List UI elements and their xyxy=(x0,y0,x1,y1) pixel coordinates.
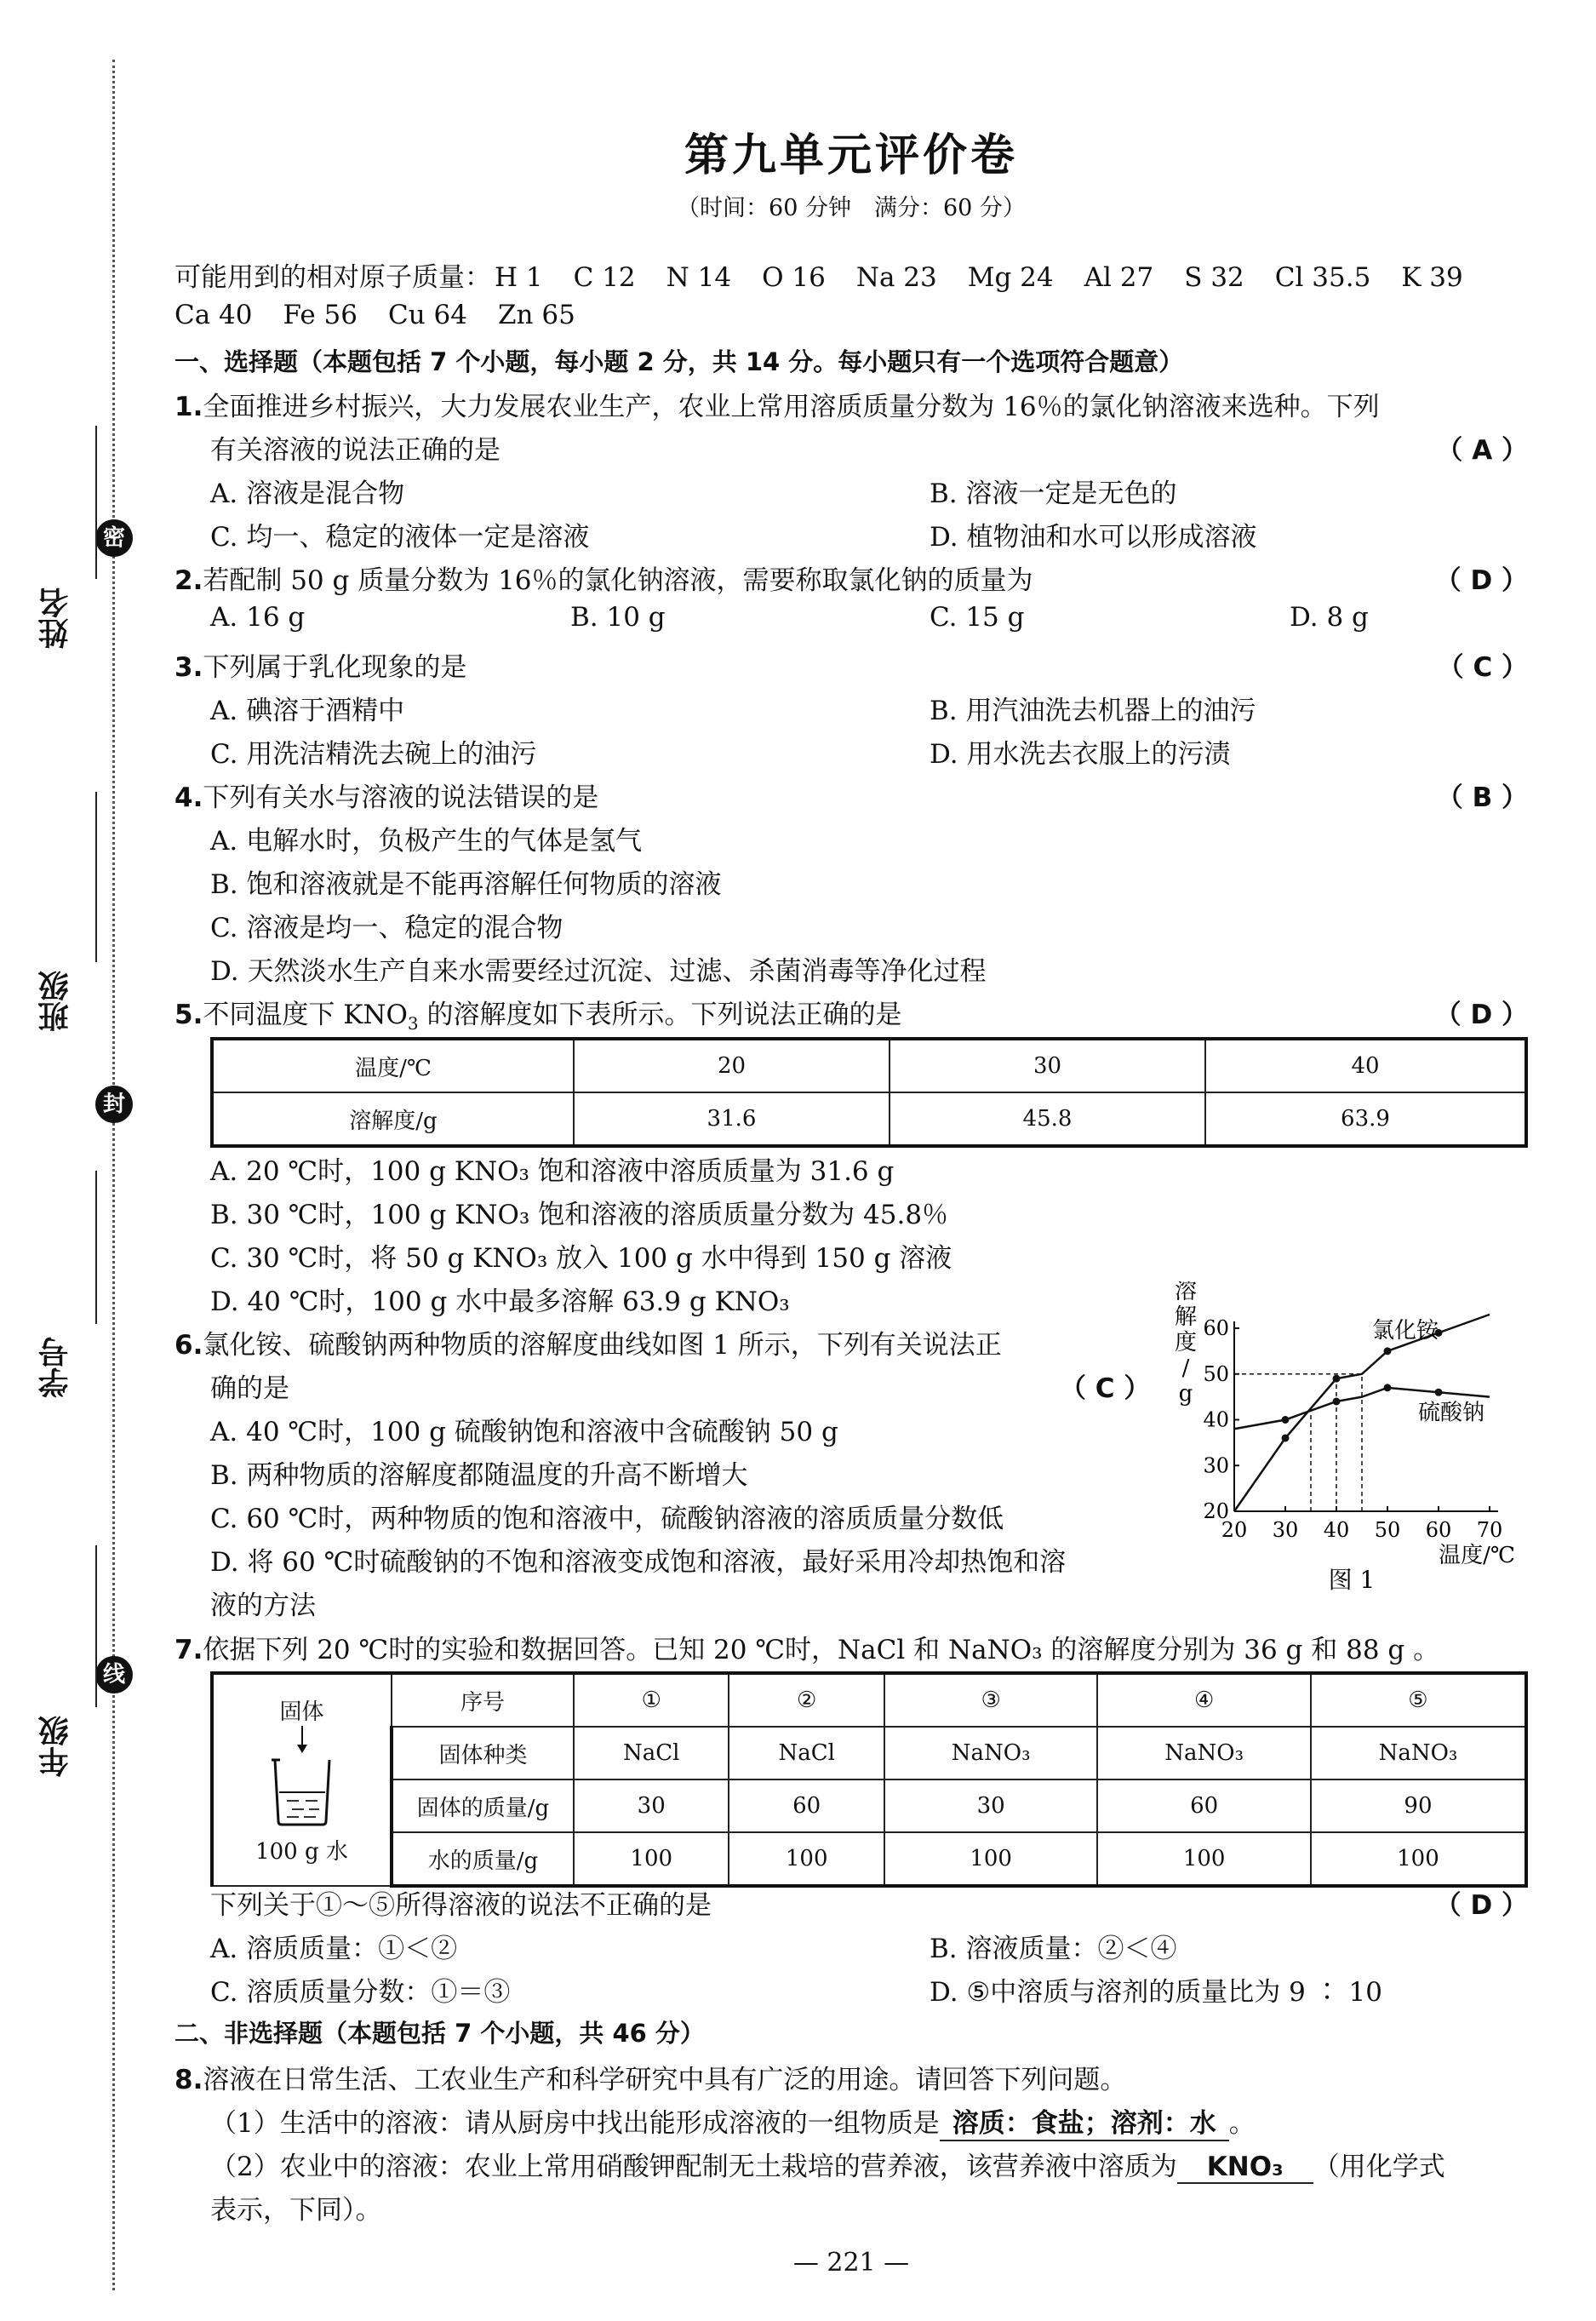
grade-label: 年级 xyxy=(38,1716,73,1777)
atomic-masses-row2: Ca 40 Fe 56 Cu 64 Zn 65 xyxy=(174,300,575,330)
table-cell: 45.8 xyxy=(890,1092,1205,1146)
q7-option-c: C. 溶质质量分数：①＝③ xyxy=(210,1977,511,2008)
page-title: 第九单元评价卷 xyxy=(684,130,1018,181)
q8-part2: （2）农业中的溶液：农业上常用硝酸钾配制无土栽培的营养液，该营养液中溶质为 KNO₃ （用化学式 xyxy=(210,2152,1445,2182)
q6-stem: 6.氯化铵、硫酸钠两种物质的溶解度曲线如图 1 所示，下列有关说法正 xyxy=(174,1330,1002,1361)
y-axis-label-char: 解 xyxy=(1174,1304,1198,1330)
q2-option-d: D. 8 g xyxy=(1290,602,1369,633)
q7-option-d: D. ⑤中溶质与溶剂的质量比为 9 ∶ 10 xyxy=(930,1977,1382,2008)
table-cell: 30 xyxy=(884,1779,1098,1832)
table-cell: ③ xyxy=(884,1673,1098,1727)
data-point xyxy=(1384,1384,1392,1391)
q4-option-d: D. 天然淡水生产自来水需要经过沉淀、过滤、杀菌消毒等净化过程 xyxy=(210,956,987,987)
table-cell: ② xyxy=(729,1673,884,1727)
table-cell: 40 xyxy=(1205,1039,1526,1092)
x-tick-label: 60 xyxy=(1425,1518,1452,1542)
q1-option-a: A. 溶液是混合物 xyxy=(210,479,405,509)
seal-mi: 密 xyxy=(95,519,133,557)
table-cell: NaCl xyxy=(574,1727,729,1779)
q6-option-c: C. 60 ℃时，两种物质的饱和溶液中，硫酸钠溶液的溶质质量分数低 xyxy=(210,1504,1004,1534)
table-cell: 100 xyxy=(729,1832,884,1886)
q3-option-d: D. 用水洗去衣服上的污渍 xyxy=(930,739,1231,770)
q5-option-c: C. 30 ℃时，将 50 g KNO₃ 放入 100 g 水中得到 150 g 溶液 xyxy=(210,1243,952,1274)
table-cell: 30 xyxy=(890,1039,1205,1092)
q8-stem: 8.溶液在日常生活、工农业生产和科学研究中具有广泛的用途。请回答下列问题。 xyxy=(174,2065,1127,2095)
q4-option-b: B. 饱和溶液就是不能再溶解任何物质的溶液 xyxy=(210,869,722,900)
table-cell: 60 xyxy=(1097,1779,1311,1832)
q3-option-a: A. 碘溶于酒精中 xyxy=(210,696,405,726)
q1-stem: 1.全面推进乡村振兴，大力发展农业生产，农业上常用溶质质量分数为 16％的氯化钠溶液来选种。下列 xyxy=(174,392,1380,422)
class-label: 班级 xyxy=(38,971,73,1032)
table-header: 温度/℃ xyxy=(212,1039,574,1092)
q5-answer: （ D ） xyxy=(1434,1000,1528,1030)
q3-stem: 3.下列属于乳化现象的是 xyxy=(174,652,467,683)
y-axis-label-char: / xyxy=(1181,1355,1190,1381)
cut-line xyxy=(112,60,115,2290)
q5-option-a: A. 20 ℃时，100 g KNO₃ 饱和溶液中溶质质量为 31.6 g xyxy=(210,1156,895,1187)
table-cell: 100 xyxy=(574,1832,729,1886)
q4-option-c: C. 溶液是均一、稳定的混合物 xyxy=(210,913,563,943)
chart-caption: 图 1 xyxy=(1328,1566,1376,1594)
beaker-icon xyxy=(251,1726,353,1828)
table-header: 固体种类 xyxy=(392,1727,574,1779)
q1-option-d: D. 植物油和水可以形成溶液 xyxy=(930,522,1257,553)
q2-option-a: A. 16 g xyxy=(210,602,306,633)
x-tick-label: 30 xyxy=(1272,1518,1299,1542)
q8-part2-answer-blank[interactable]: KNO₃ xyxy=(1177,2152,1313,2184)
table-cell: 100 xyxy=(1311,1832,1526,1886)
class-line xyxy=(95,792,97,962)
table-cell: 30 xyxy=(574,1779,729,1832)
data-point xyxy=(1282,1416,1290,1424)
q2-option-c: C. 15 g xyxy=(930,602,1025,633)
q7-option-a: A. 溶质质量：①＜② xyxy=(210,1934,458,1964)
table-cell: NaNO₃ xyxy=(1311,1727,1526,1779)
y-tick-label: 40 xyxy=(1203,1407,1229,1432)
table-cell: NaNO₃ xyxy=(884,1727,1098,1779)
q7-option-b: B. 溶液质量：②＜④ xyxy=(930,1934,1177,1964)
series-label-sodium-sulfate: 硫酸钠 xyxy=(1418,1400,1485,1426)
table-header: 水的质量/g xyxy=(392,1832,574,1886)
table-row xyxy=(212,1039,1526,1092)
q8-part1: （1）生活中的溶液：请从厨房中找出能形成溶液的一组物质是 溶质：食盐；溶剂：水 。 xyxy=(210,2101,1256,2141)
table-cell: NaNO₃ xyxy=(1097,1727,1311,1779)
y-axis-label-char: 度 xyxy=(1174,1330,1198,1355)
grade-field[interactable] xyxy=(34,1545,78,1818)
q4-option-a: A. 电解水时，负极产生的气体是氢气 xyxy=(210,826,643,857)
y-tick-label: 30 xyxy=(1203,1453,1229,1478)
q6-option-b: B. 两种物质的溶解度都随温度的升高不断增大 xyxy=(210,1460,748,1491)
data-point xyxy=(1333,1375,1341,1383)
q7-beaker-figure xyxy=(212,1673,392,1886)
table-header: 序号 xyxy=(392,1673,574,1727)
y-axis-label-char: g xyxy=(1178,1381,1193,1407)
name-line xyxy=(95,426,97,579)
y-tick-label: 50 xyxy=(1203,1361,1229,1386)
table-cell: ④ xyxy=(1097,1673,1311,1727)
atomic-masses-row1: 可能用到的相对原子质量： H 1 C 12 N 14 O 16 Na 23 Mg 24 Al 27 S 32 Cl 35.5 K 39 xyxy=(174,262,1463,293)
q6-option-d: D. 将 60 ℃时硫酸钠的不饱和溶液变成饱和溶液，最好采用冷却热饱和溶 xyxy=(210,1547,1067,1578)
q6-option-d-cont: 液的方法 xyxy=(210,1590,316,1621)
q3-option-b: B. 用汽油洗去机器上的油污 xyxy=(930,696,1256,726)
x-tick-label: 70 xyxy=(1476,1518,1503,1542)
table-header: 固体的质量/g xyxy=(392,1779,574,1832)
table-cell: NaCl xyxy=(729,1727,884,1779)
x-axis-label: 温度/℃ xyxy=(1439,1543,1515,1568)
data-point xyxy=(1333,1398,1341,1406)
solubility-chart xyxy=(1170,1281,1528,1613)
table-cell: ⑤ xyxy=(1311,1673,1526,1727)
name-label: 姓名 xyxy=(38,587,73,649)
q7-question: 下列关于①～⑤所得溶液的说法不正确的是 xyxy=(210,1890,712,1921)
table-cell: ① xyxy=(574,1673,729,1727)
class-field[interactable] xyxy=(34,792,78,1064)
section2-title: 二、非选择题（本题包括 7 个小题，共 46 分） xyxy=(174,2019,705,2048)
table-row xyxy=(212,1727,1526,1779)
section1-title: 一、选择题（本题包括 7 个小题，每小题 2 分，共 14 分。每小题只有一个选项符合题意） xyxy=(174,347,1184,376)
student-id-field[interactable] xyxy=(34,1171,78,1443)
q3-answer: （ C ） xyxy=(1437,652,1528,683)
x-tick-label: 40 xyxy=(1323,1518,1350,1542)
q4-answer: （ B ） xyxy=(1436,782,1528,813)
atomic-masses-label: 可能用到的相对原子质量： xyxy=(174,262,491,293)
q7-solid-label: 固体 xyxy=(279,1699,324,1725)
q4-stem: 4.下列有关水与溶液的说法错误的是 xyxy=(174,782,599,813)
x-tick-label: 50 xyxy=(1374,1518,1401,1542)
table-row xyxy=(212,1779,1526,1832)
page-subtitle: （时间：60 分钟 满分：60 分） xyxy=(677,195,1026,221)
q2-answer: （ D ） xyxy=(1434,565,1528,596)
binding-margin xyxy=(0,0,170,2321)
page-number: — 221 — xyxy=(792,2248,910,2278)
q2-option-b: B. 10 g xyxy=(570,602,666,633)
q6-option-a: A. 40 ℃时，100 g 硫酸钠饱和溶液中含硫酸钠 50 g xyxy=(210,1417,838,1447)
q5-option-d: D. 40 ℃时，100 g 水中最多溶解 63.9 g KNO₃ xyxy=(210,1287,790,1317)
table-cell: 31.6 xyxy=(574,1092,890,1146)
table-row xyxy=(212,1673,1526,1727)
y-tick-label: 20 xyxy=(1203,1499,1229,1523)
q8-part1-answer-blank[interactable]: 溶质：食盐；溶剂：水 xyxy=(940,2101,1229,2141)
series-label-ammonium-chloride: 氯化铵 xyxy=(1372,1317,1439,1344)
q6-answer: （ C ） xyxy=(1060,1373,1151,1404)
table-row xyxy=(212,1832,1526,1886)
q1-answer: （ A ） xyxy=(1436,435,1528,466)
q6-stem-cont: 确的是 xyxy=(210,1373,289,1404)
q1-option-c: C. 均一、稳定的液体一定是溶液 xyxy=(210,522,590,553)
table-cell: 90 xyxy=(1311,1779,1526,1832)
table-header: 溶解度/g xyxy=(212,1092,574,1146)
data-point xyxy=(1384,1347,1392,1355)
q7-water-label: 100 g 水 xyxy=(255,1839,348,1865)
data-point xyxy=(1282,1435,1290,1442)
y-axis-label-char: 溶 xyxy=(1174,1281,1198,1304)
solubility-chart-svg xyxy=(1170,1281,1528,1613)
table-cell: 63.9 xyxy=(1205,1092,1526,1146)
table-cell: 100 xyxy=(884,1832,1098,1886)
q1-option-b: B. 溶液一定是无色的 xyxy=(930,479,1177,509)
y-tick-label: 60 xyxy=(1203,1316,1229,1340)
student-id-label: 学号 xyxy=(38,1337,73,1398)
q7-stem: 7.依据下列 20 ℃时的实验和数据回答。已知 20 ℃时，NaCl 和 NaNO₃ 的溶解度分别为 36 g 和 88 g 。 xyxy=(174,1635,1440,1665)
q7-answer: （ D ） xyxy=(1434,1890,1528,1921)
q5-solubility-table xyxy=(210,1037,1528,1148)
q8-part2-cont: 表示，下同）。 xyxy=(210,2195,382,2226)
table-row xyxy=(212,1092,1526,1146)
seal-feng: 封 xyxy=(95,1086,133,1123)
q3-option-c: C. 用洗洁精洗去碗上的油污 xyxy=(210,739,537,770)
table-cell: 60 xyxy=(729,1779,884,1832)
table-cell: 100 xyxy=(1097,1832,1311,1886)
q7-experiment-table xyxy=(210,1671,1528,1888)
seal-xian: 线 xyxy=(95,1656,133,1693)
name-field[interactable] xyxy=(34,426,78,681)
data-point xyxy=(1435,1389,1443,1396)
q1-stem-cont: 有关溶液的说法正确的是 xyxy=(210,435,501,466)
q5-stem: 5.不同温度下 $KNO_3$ 的溶解度如下表所示。下列说法正确的是 xyxy=(174,1000,902,1034)
q5-option-b: B. 30 ℃时，100 g KNO₃ 饱和溶液的溶质质量分数为 45.8％ xyxy=(210,1200,949,1230)
q2-stem: 2.若配制 50 g 质量分数为 16％的氯化钠溶液，需要称取氯化钠的质量为 xyxy=(174,565,1033,596)
x-tick-label: 20 xyxy=(1221,1518,1248,1542)
grade-line xyxy=(95,1545,97,1707)
student-id-line xyxy=(95,1171,97,1324)
table-cell: 20 xyxy=(574,1039,890,1092)
